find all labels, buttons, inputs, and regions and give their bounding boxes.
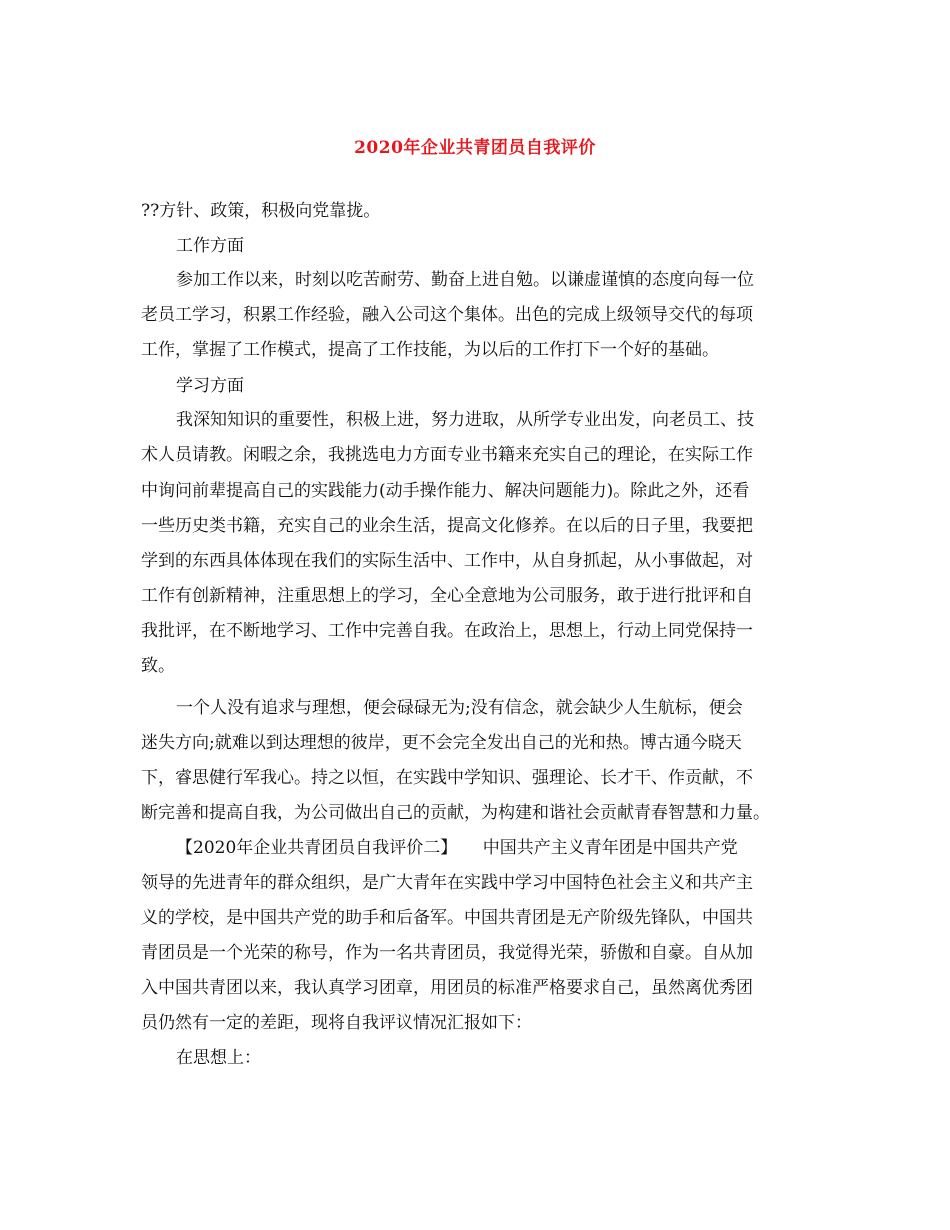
paragraph-line: 断完善和提高自我，为公司做出自己的贡献，为构建和谐社会贡献青春智慧和力量。 [141,803,770,823]
paragraph-line: 一些历史类书籍，充实自己的业余生活，提高文化修养。在以后的日子里，我要把 [141,516,753,536]
section-heading-work: 工作方面 [176,236,244,256]
paragraph-line: 入中国共青团以来，我认真学习团章，用团员的标准严格要求自己，虽然离优秀团 [141,978,753,998]
paragraph-line: 员仍然有一定的差距，现将自我评议情况汇报如下： [141,1013,532,1033]
paragraph-line: 学到的东西具体体现在我们的实际生活中、工作中，从自身抓起，从小事做起，对 [141,551,753,571]
paragraph-line: 我批评，在不断地学习、工作中完善自我。在政治上，思想上，行动上同党保持一 [141,621,753,641]
paragraph-line: 工作有创新精神，注重思想上的学习，全心全意地为公司服务，敢于进行批评和自 [141,586,753,606]
paragraph-line: 中询问前辈提高自己的实践能力(动手操作能力、解决问题能力)。除此之外，还看 [141,481,750,501]
paragraph-line: 我深知知识的重要性，积极上进，努力进取，从所学专业出发，向老员工、技 [176,410,754,430]
paragraph-line: 下，睿思健行军我心。持之以恒，在实践中学知识、强理论、长才干、作贡献，不 [141,768,753,788]
paragraph-line: ??方针、政策，积极向党靠拢。 [141,201,381,221]
paragraph-line: 迷失方向;就难以到达理想的彼岸，更不会完全发出自己的光和热。博古通今晓天 [141,733,742,753]
paragraph-line: 一个人没有追求与理想，便会碌碌无为;没有信念，就会缺少人生航标，便会 [176,698,743,718]
paragraph-line: 致。 [141,656,175,676]
paragraph-line: 术人员请教。闲暇之余，我挑选电力方面专业书籍来充实自己的理论，在实际工作 [141,445,753,465]
section-heading-study: 学习方面 [176,376,244,396]
document-title: 2020年企业共青团员自我评价 [354,138,596,158]
paragraph-line: 义的学校，是中国共产党的助手和后备军。中国共青团是无产阶级先锋队，中国共 [141,908,753,928]
paragraph-line: 领导的先进青年的群众组织，是广大青年在实践中学习中国特色社会主义和共产主 [141,873,753,893]
paragraph-line: 工作，掌握了工作模式，提高了工作技能，为以后的工作打下一个好的基础。 [141,340,719,360]
paragraph-line: 参加工作以来，时刻以吃苦耐劳、勤奋上进自勉。以谦虚谨慎的态度向每一位 [176,270,754,290]
section-heading-thought: 在思想上： [176,1048,261,1068]
paragraph-line: 青团员是一个光荣的称号，作为一名共青团员，我觉得光荣，骄傲和自豪。自从加 [141,943,753,963]
paragraph-line: 老员工学习，积累工作经验，融入公司这个集体。出色的完成上级领导交代的每项 [141,305,753,325]
section-heading-part-two: 【2020年企业共青团员自我评价二】 中国共产主义青年团是中国共产党 [176,838,738,858]
